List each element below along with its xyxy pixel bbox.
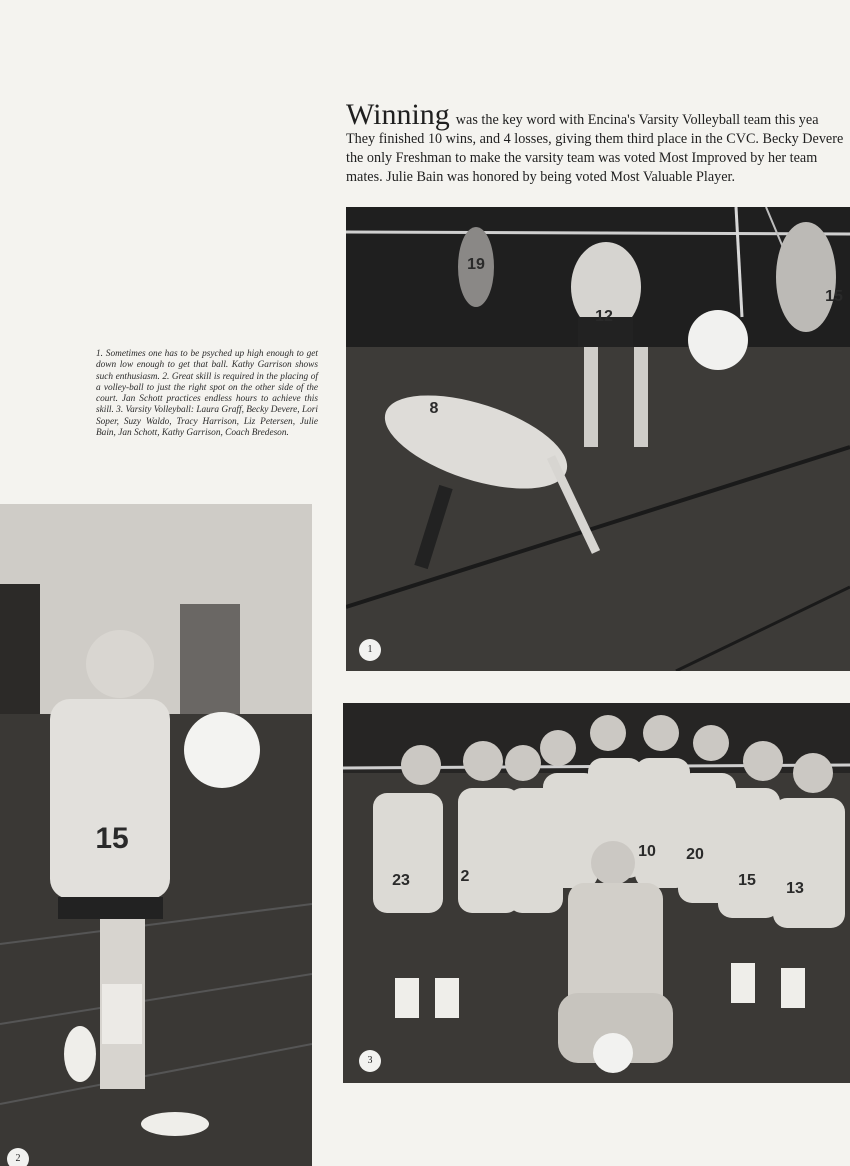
jersey-number: 2 [460, 868, 470, 885]
photo-number-1: 1 [359, 639, 381, 661]
jersey-number: 15 [95, 822, 129, 855]
jersey-number: 10 [638, 843, 656, 860]
jersey-number: 15 [825, 288, 843, 305]
jersey-number: 20 [686, 846, 704, 863]
photo-number-2: 2 [7, 1148, 29, 1166]
jersey-number: 12 [595, 308, 613, 325]
photo-caption: 1. Sometimes one has to be psyched up high enough to get down low enough to get that ball. Kathy Garrison shows such enthusiasm. 2. Great skill is required in the placing of a volley-ball to just the right spot on the other side of the court. Jan Schott practices endless hours to achieve this skill. 3. Varsity Volleyball: Laura Graff, Becky Devere, Lori Soper, Suzy Waldo, Tracy Harrison, Liz Petersen, Julie Bain, Jan Schott, Kathy Garrison, Coach Bredeson. [96, 349, 318, 439]
intro-line-4: mates. Julie Bain was honored by being voted Most Valuable Player. [346, 169, 736, 185]
jersey-number: 8 [429, 400, 439, 417]
jersey-number: 19 [467, 256, 485, 273]
photo-bump-pass [0, 504, 312, 1166]
photo-number-3: 3 [359, 1050, 381, 1072]
jersey-number: 15 [738, 872, 756, 889]
intro-paragraph [346, 100, 850, 187]
intro-line-3: the only Freshman to make the varsity team was voted Most Improved by her team [346, 150, 818, 166]
jersey-number: 13 [786, 880, 804, 897]
intro-line-1: Winning was the key word with Encina's Varsity Volleyball team this yea [346, 98, 819, 131]
photo-dive-dig [346, 207, 850, 671]
jersey-number: 23 [392, 872, 410, 889]
intro-line-2: They finished 10 wins, and 4 losses, giving them third place in the CVC. Becky Devere [346, 131, 844, 147]
lead-word: Winning [346, 98, 450, 131]
photo-team-portrait [343, 703, 850, 1083]
